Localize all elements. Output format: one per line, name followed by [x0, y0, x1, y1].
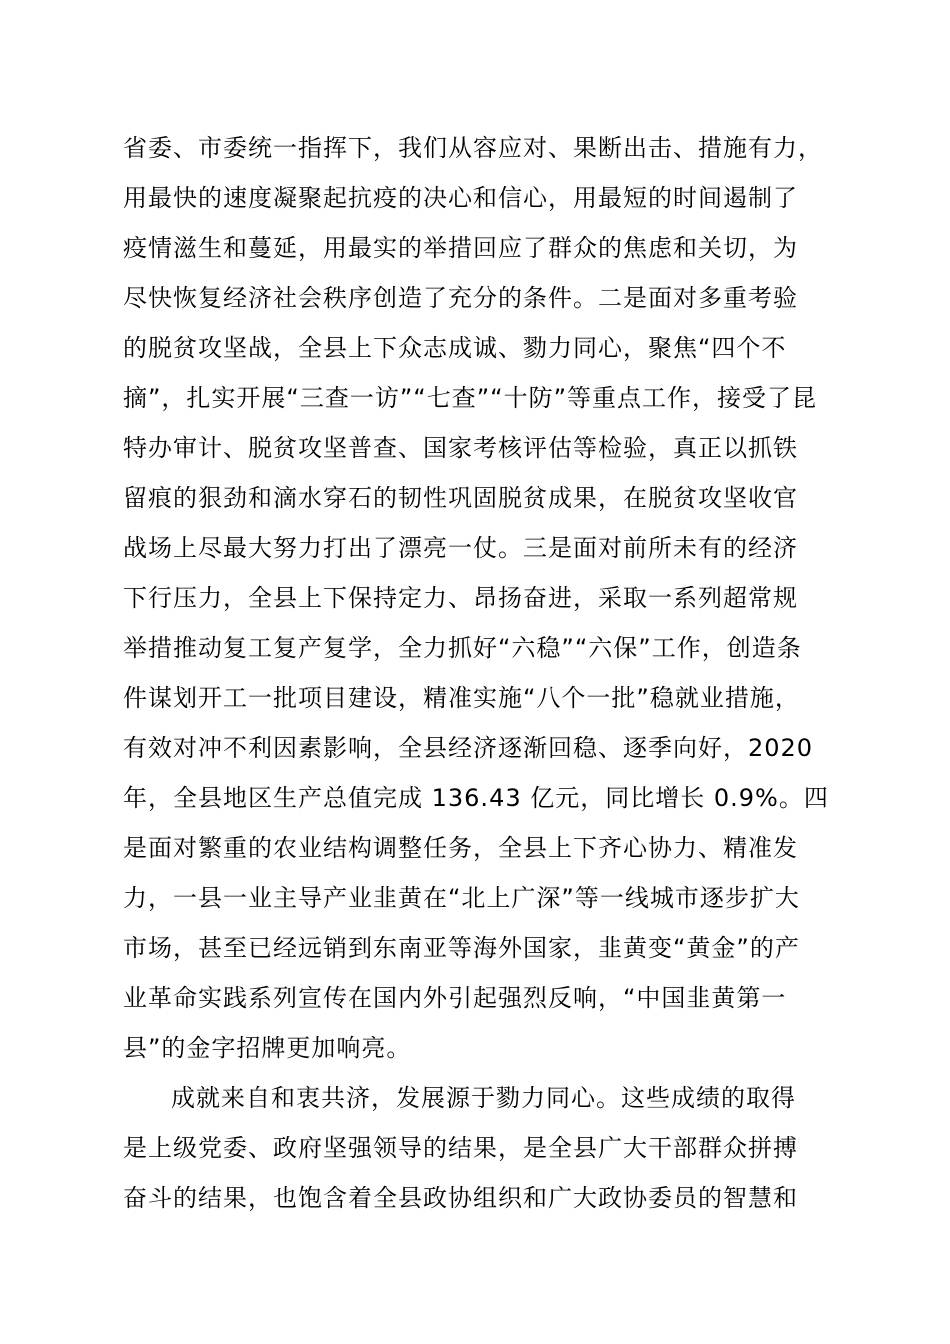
text-line: 的脱贫攻坚战，全县上下众志成诚、勠力同心，聚焦“四个不	[123, 334, 787, 362]
text-line: 特办审计、脱贫攻坚普查、国家考核评估等检验，真正以抓铁	[123, 434, 798, 462]
text-line: 摘”，扎实开展“三查一访”“七查”“十防”等重点工作，接受了昆	[123, 384, 818, 412]
text-line: 业革命实践系列宣传在国内外引起强烈反响，“中国韭黄第一	[123, 984, 787, 1012]
text-line: 奋斗的结果，也饱含着全县政协组织和广大政协委员的智慧和	[123, 1184, 798, 1212]
text-line: 疫情滋生和蔓延，用最实的举措回应了群众的焦虑和关切，为	[123, 234, 798, 262]
text-line: 有效对冲不利因素影响，全县经济逐渐回稳、逐季向好，2020	[123, 734, 814, 762]
text-line: 是面对繁重的农业结构调整任务，全县上下齐心协力、精准发	[123, 834, 798, 862]
text-line: 举措推动复工复产复学，全力抓好“六稳”“六保”工作，创造条	[123, 634, 802, 662]
body-text	[123, 123, 843, 1223]
text-line: 件谋划开工一批项目建设，精准实施“八个一批”稳就业措施，	[123, 684, 800, 712]
paragraph-1	[123, 123, 843, 1073]
text-line: 尽快恢复经济社会秩序创造了充分的条件。二是面对多重考验	[123, 284, 798, 312]
text-line: 省委、市委统一指挥下，我们从容应对、果断出击、措施有力，	[123, 134, 823, 162]
paragraph-2	[123, 1073, 843, 1223]
text-line: 下行压力，全县上下保持定力、昂扬奋进，采取一系列超常规	[123, 584, 798, 612]
text-line: 战场上尽最大努力打出了漂亮一仗。三是面对前所未有的经济	[123, 534, 798, 562]
text-line: 留痕的狠劲和滴水穿石的韧性巩固脱贫成果，在脱贫攻坚收官	[123, 484, 798, 512]
text-line: 年，全县地区生产总值完成 136.43 亿元，同比增长 0.9%。四	[123, 784, 829, 812]
text-line: 成就来自和衷共济，发展源于勠力同心。这些成绩的取得	[171, 1084, 796, 1112]
text-line: 力，一县一业主导产业韭黄在“北上广深”等一线城市逐步扩大	[123, 884, 800, 912]
text-line: 市场，甚至已经远销到东南亚等海外国家，韭黄变“黄金”的产	[123, 934, 800, 962]
text-line: 县”的金字招牌更加响亮。	[123, 1034, 412, 1062]
text-line: 是上级党委、政府坚强领导的结果，是全县广大干部群众拼搏	[123, 1134, 798, 1162]
text-line: 用最快的速度凝聚起抗疫的决心和信心，用最短的时间遏制了	[123, 184, 798, 212]
